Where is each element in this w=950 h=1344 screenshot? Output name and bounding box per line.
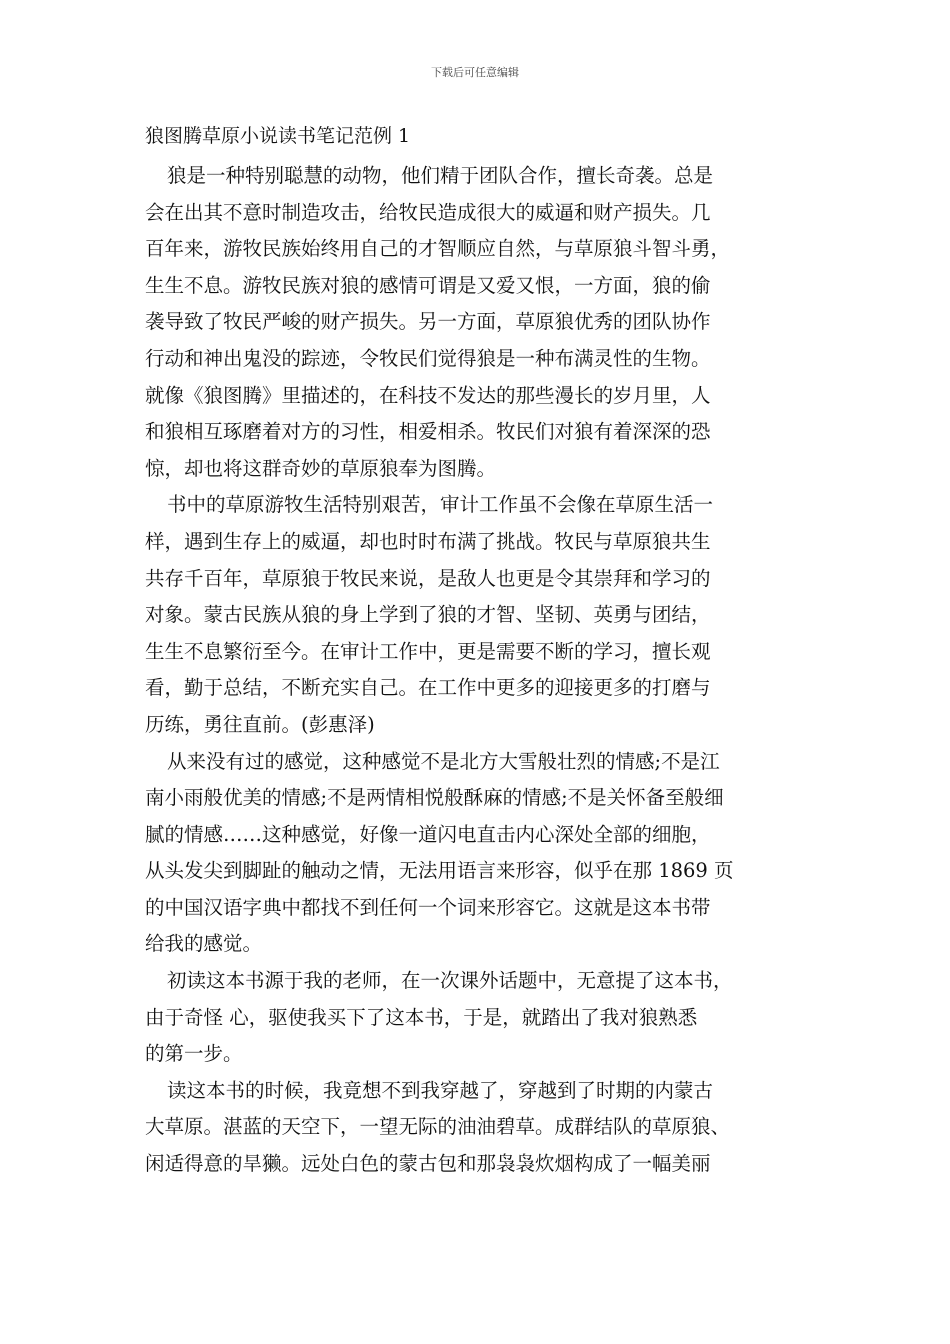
paragraph-line: 给我的感觉。 bbox=[145, 932, 263, 956]
paragraph-line: 狼是一种特别聪慧的动物，他们精于团队合作，擅长奇袭。总是 bbox=[167, 164, 714, 187]
paragraph-line: 由于奇怪 心，驱使我买下了这本书，于是，就踏出了我对狼熟悉 bbox=[145, 1005, 698, 1029]
paragraph-line: 腻的情感……这种感觉，好像一道闪电直击内心深处全部的细胞， bbox=[145, 822, 711, 846]
paragraph-line: 的中国汉语字典中都找不到任何一个词来形容它。这就是这本书带 bbox=[145, 895, 711, 919]
paragraph-line: 看，勤于总结，不断充实自己。在工作中更多的迎接更多的打磨与 bbox=[145, 676, 711, 700]
paragraph-line: 历练，勇往直前。(彭惠泽) bbox=[145, 712, 375, 736]
paragraph-line: 初读这本书源于我的老师，在一次课外话题中，无意提了这本书， bbox=[167, 969, 733, 993]
paragraph-line: 百年来，游牧民族始终用自己的才智顺应自然，与草原狼斗智斗勇， bbox=[145, 237, 731, 261]
paragraph-line: 生生不息繁衍至今。在审计工作中，更是需要不断的学习，擅长观 bbox=[145, 639, 711, 663]
paragraph-line: 共存千百年，草原狼于牧民来说，是敌人也更是令其崇拜和学习的 bbox=[145, 566, 711, 590]
document-title: 狼图腾草原小说读书笔记范例 1 bbox=[145, 125, 411, 147]
paragraph-line: 就像《狼图腾》里描述的，在科技不发达的那些漫长的岁月里，人 bbox=[145, 383, 711, 407]
paragraph-line: 从来没有过的感觉，这种感觉不是北方大雪般壮烈的情感;不是江 bbox=[167, 749, 720, 773]
paragraph-line: 南小雨般优美的情感;不是两情相悦般酥麻的情感;不是关怀备至般细 bbox=[145, 786, 724, 810]
paragraph-line: 生生不息。游牧民族对狼的感情可谓是又爱又恨，一方面，狼的偷 bbox=[145, 273, 711, 297]
paragraph-line: 的第一步。 bbox=[145, 1042, 243, 1066]
paragraph-line: 书中的草原游牧生活特别艰苦，审计工作虽不会像在草原生活一 bbox=[167, 493, 714, 517]
paragraph-line: 样，遇到生存上的威逼，却也时时布满了挑战。牧民与草原狼共生 bbox=[145, 529, 711, 553]
paragraph-line: 行动和神出鬼没的踪迹，令牧民们觉得狼是一种布满灵性的生物。 bbox=[145, 346, 711, 370]
page-header: 下载后可任意编辑 bbox=[431, 66, 519, 79]
paragraph-line: 会在出其不意时制造攻击，给牧民造成很大的威逼和财产损失。几 bbox=[145, 200, 711, 224]
paragraph-line: 和狼相互琢磨着对方的习性，相爱相杀。牧民们对狼有着深深的恐 bbox=[145, 420, 711, 444]
paragraph-line: 闲适得意的旱獭。远处白色的蒙古包和那袅袅炊烟构成了一幅美丽 bbox=[145, 1152, 711, 1176]
paragraph-line: 袭导致了牧民严峻的财产损失。另一方面，草原狼优秀的团队协作 bbox=[145, 310, 711, 334]
paragraph-line: 从头发尖到脚趾的触动之情，无法用语言来形容，似乎在那 1869 页 bbox=[145, 859, 734, 883]
paragraph-line: 对象。蒙古民族从狼的身上学到了狼的才智、坚韧、英勇与团结， bbox=[145, 603, 711, 627]
document-body bbox=[145, 158, 807, 1183]
paragraph-line: 惊，却也将这群奇妙的草原狼奉为图腾。 bbox=[145, 456, 497, 480]
paragraph-line: 读这本书的时候，我竟想不到我穿越了，穿越到了时期的内蒙古 bbox=[167, 1078, 714, 1102]
paragraph-line: 大草原。湛蓝的天空下，一望无际的油油碧草。成群结队的草原狼、 bbox=[145, 1115, 731, 1139]
